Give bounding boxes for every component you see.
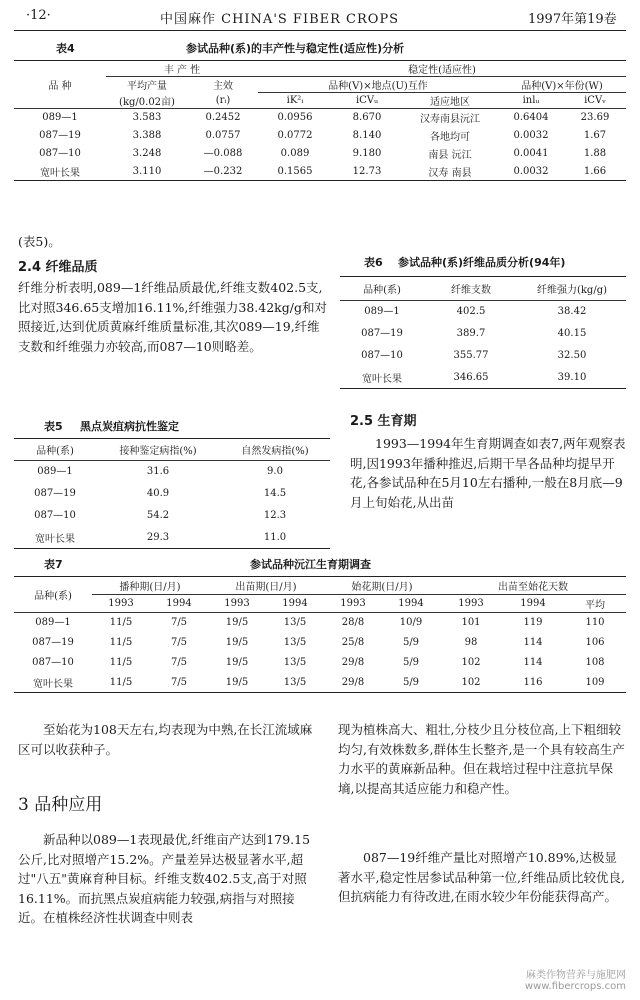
table4-head-vu: 品种(V)×地点(U)互作	[258, 77, 498, 93]
paragraph: 新品种以089—1表现最优,纤维亩产达到179.15公斤,比对照增产15.2%。产量差异达极显著水平,超过"八五"黄麻育种目标。纤维支数402.5支,高于对照16.11%。而抗黑点炭疽病能力较强,病指与对照接近。在植株经济性状调查中则表	[18, 832, 311, 925]
table-row	[14, 127, 626, 145]
table5-cell: 宽叶长果	[35, 533, 75, 545]
table4-cell: 0.089	[280, 148, 310, 159]
section-2-4-title: 2.4 纤维品质	[18, 260, 98, 275]
page-number: ·12·	[26, 8, 51, 23]
section-2-5-text	[350, 434, 628, 552]
section-2-4-text	[18, 278, 330, 420]
table7-cell: 114	[523, 637, 543, 648]
table4-cell: 9.180	[352, 148, 382, 159]
table5-cell: 087—19	[34, 488, 76, 499]
table7-cell: 19/5	[225, 637, 249, 648]
watermark-url: www.fibercrops.com	[524, 981, 626, 992]
table4-cell: 1.67	[583, 130, 607, 141]
table7-cell: 5/9	[402, 657, 420, 668]
table5-cell: 12.3	[263, 510, 287, 521]
table7-cell: 087—19	[32, 637, 74, 648]
table-row	[340, 323, 626, 345]
table4-head-unit: (kg/0.02亩)	[106, 93, 188, 109]
table4-cell: 12.73	[352, 165, 382, 177]
table7-cell: 087—10	[32, 657, 74, 668]
table7-head-year: 1993	[92, 595, 150, 613]
table6-label: 表6	[364, 256, 383, 269]
right-bottom-p2	[338, 848, 628, 968]
table7-cell: 7/5	[170, 617, 188, 629]
section-2-5-title: 2.5 生育期	[350, 414, 417, 429]
table7-cell: 7/5	[170, 657, 188, 668]
table7-head-year: 1993	[440, 595, 502, 613]
table4-cell: 0.0956	[277, 112, 313, 124]
table7-cell: 119	[523, 617, 543, 629]
table7-cell: 28/8	[341, 617, 365, 629]
table5-head-variety: 品种(系)	[36, 446, 74, 457]
table6-head-count: 纤维支数	[451, 285, 491, 296]
table7-cell: 13/5	[283, 617, 307, 629]
table-row	[14, 109, 626, 127]
paragraph: 现为植株高大、粗壮,分枝少且分枝位高,上下粗细较均匀,有效株数多,群体生长整齐,是一个具有较高生产力水平的黄麻新品种。但在栽培过程中注意抗旱保墒,以提高其适应能力和稳产性。	[338, 722, 625, 796]
table4-cell: —0.088	[203, 148, 243, 159]
table7-head-year: 1994	[382, 595, 440, 613]
paragraph: 087—19纤维产量比对照增产10.89%,达极显著水平,稳定性居参试品种第一位,纤维品质比较优良,但抗病能力有待改进,在雨水较少年份能获得高产。	[338, 850, 625, 904]
table4-label: 表4	[56, 42, 75, 55]
table7-head-average: 平均	[564, 595, 626, 613]
table5-title: 黑点炭疽病抗性鉴定	[80, 420, 179, 433]
table4-cell: 汉寿 南县	[428, 167, 472, 179]
table4-head-effect: 主效	[213, 81, 233, 93]
table7-cell: 7/5	[170, 676, 188, 688]
table6-cell: 355.77	[453, 350, 489, 361]
header-rule	[14, 30, 626, 31]
table4-head-region: 适应地区	[402, 93, 498, 109]
table5-head-inoculated: 接种鉴定病指(%)	[119, 446, 197, 457]
table4-cell: 23.69	[580, 112, 610, 124]
table7-cell: 101	[461, 617, 481, 629]
table-row	[340, 345, 626, 367]
table7-cell: 10/9	[399, 617, 423, 629]
table6-cell: 087—19	[361, 328, 403, 339]
table4-head-icvw: iCVᵥ	[564, 93, 626, 109]
table-row	[14, 613, 626, 633]
table7-cell: 25/8	[341, 637, 365, 648]
table7-cell: 19/5	[225, 657, 249, 668]
table7-head-flowering: 始花期(日/月)	[324, 577, 440, 595]
right-bottom-p1	[338, 720, 628, 842]
table7-cell: 109	[585, 676, 605, 688]
table5-cell: 54.2	[146, 510, 170, 521]
table6-cell: 087—10	[361, 350, 403, 361]
table4-head-vw: 品种(V)×年份(W)	[498, 77, 626, 93]
table7-cell: 13/5	[283, 676, 307, 688]
table7-cell: 108	[585, 657, 605, 668]
table7-cell: 11/5	[109, 617, 133, 629]
table6-cell: 402.5	[456, 306, 486, 318]
table7-head-sowing: 播种期(日/月)	[92, 577, 208, 595]
table5-label: 表5	[44, 420, 63, 433]
table-row	[14, 145, 626, 163]
table7-cell: 13/5	[283, 657, 307, 668]
table6-cell: 宽叶长果	[362, 373, 402, 385]
table4-title: 参试品种(系)的丰产性与稳定性(适应性)分析	[186, 42, 405, 55]
table6-cell: 089—1	[364, 306, 400, 318]
table-row	[14, 163, 626, 181]
watermark	[525, 966, 626, 992]
table6-cell: 389.7	[456, 328, 486, 339]
table7-cell: 29/8	[341, 657, 365, 668]
table4-cell: 087—19	[39, 130, 81, 141]
table4-head-variety: 品 种	[14, 61, 106, 109]
table4-cell: 0.0041	[513, 148, 549, 159]
table7-cell: 114	[523, 657, 543, 668]
table4-cell: 0.0772	[277, 130, 313, 141]
table5-cell: 9.0	[267, 466, 283, 478]
table4-head-inl: inlᵤ	[498, 93, 564, 109]
table4-head-stability: 稳定性(适应性)	[258, 61, 626, 77]
watermark-line: 麻类作物营养与施肥网	[526, 970, 626, 981]
table7-head-year: 1994	[266, 595, 324, 613]
table7-cell: 19/5	[225, 617, 249, 629]
table7-head-variety: 品种(系)	[14, 577, 92, 613]
section-3-title: 3 品种应用	[18, 795, 103, 815]
table7-head-emergence: 出苗期(日/月)	[208, 577, 324, 595]
table-row	[14, 461, 330, 483]
table4-cell: 1.88	[583, 148, 607, 159]
table-row	[14, 527, 330, 549]
table7-cell: 98	[464, 637, 478, 648]
table7-head-year: 1994	[502, 595, 564, 613]
table6-cell: 39.10	[557, 371, 587, 383]
table4-cell: 089—1	[42, 112, 78, 124]
table7-cell: 089—1	[35, 617, 71, 629]
table4-cell: 3.248	[132, 148, 162, 159]
section-2-5-paragraph: 1993—1994年生育期调查如表7,两年观察表明,因1993年播种推迟,后期干旱各品种均提早开花,各参试品种在5月10左右播种,一般在8月底—9月上旬始花,从出苗	[350, 436, 626, 510]
table6-cell: 346.65	[453, 371, 489, 383]
table6	[340, 276, 626, 389]
table5-cell: 087—10	[34, 510, 76, 521]
journal-title: 中国麻作 CHINA'S FIBER CROPS	[160, 12, 400, 27]
table5-cell: 11.0	[263, 531, 287, 543]
table-row	[14, 633, 626, 653]
table7	[14, 576, 626, 693]
table7-head-days: 出苗至始花天数	[440, 577, 626, 595]
table7-cell: 29/8	[341, 676, 365, 688]
table5	[14, 438, 330, 549]
table4-head-yield: 丰 产 性	[106, 61, 258, 77]
table5-cell: 29.3	[146, 531, 170, 543]
table4-cell: 0.0032	[513, 165, 549, 177]
table4-cell: 0.0757	[205, 130, 241, 141]
table4-cell: 1.66	[583, 165, 607, 177]
table7-head-year: 1994	[150, 595, 208, 613]
table4-cell: —0.232	[203, 165, 243, 177]
table7-cell: 116	[523, 676, 543, 688]
table4-cell: 各地均可	[430, 132, 470, 143]
table4-cell: 宽叶长果	[40, 167, 80, 179]
table7-cell: 11/5	[109, 676, 133, 688]
table4-head-iki: iK²ᵢ	[258, 93, 332, 109]
table7-cell: 11/5	[109, 637, 133, 648]
table4-cell: 3.583	[132, 112, 162, 124]
table4-head-avg-yield: 平均产量	[127, 81, 167, 93]
table7-head-year: 1993	[324, 595, 382, 613]
table7-cell: 11/5	[109, 657, 133, 668]
table4-head-icvu: iCVᵤ	[332, 93, 402, 109]
table5-cell: 31.6	[146, 466, 170, 478]
table4-cell: 3.388	[132, 130, 162, 141]
table6-cell: 38.42	[557, 306, 587, 318]
table4-cell: 0.6404	[513, 112, 549, 124]
table5-head-natural: 自然发病指(%)	[241, 446, 309, 457]
left-intro: (表5)。	[18, 234, 61, 249]
section-2-4-paragraph: 纤维分析表明,089—1纤维品质最优,纤维支数402.5支,比对照346.65支增加16.11%,纤维强力38.42kg/g和对照接近,达到优质黄麻纤维质量标准,其次089—19,纤维支数和纤维强力亦较高,而087—10则略差。	[18, 280, 327, 354]
table7-cell: 5/9	[402, 676, 420, 688]
table4-cell: 0.2452	[205, 112, 241, 124]
table-row	[14, 505, 330, 527]
left-bottom-p2	[18, 830, 318, 988]
table4-cell: 3.110	[132, 165, 162, 177]
table-row	[14, 673, 626, 693]
table7-label: 表7	[44, 558, 63, 571]
table7-cell: 19/5	[225, 676, 249, 688]
table6-head-variety: 品种(系)	[363, 285, 401, 296]
table-row	[340, 301, 626, 323]
table4-cell: 0.0032	[513, 130, 549, 141]
table7-cell: 102	[461, 676, 481, 688]
table6-head-strength: 纤维强力(kg/g)	[536, 285, 608, 296]
table7-cell: 5/9	[402, 637, 420, 648]
table4-cell: 0.1565	[277, 165, 313, 177]
table7-title: 参试品种沅江生育期调查	[250, 558, 371, 571]
table4-cell: 8.670	[352, 112, 382, 124]
issue-info: 1997年第19卷	[528, 12, 617, 27]
table4-head-effect-sym: (rᵢ)	[188, 93, 258, 109]
table6-title: 参试品种(系)纤维品质分析(94年)	[398, 256, 566, 269]
table4	[14, 60, 626, 181]
table7-cell: 110	[585, 617, 605, 629]
table7-cell: 102	[461, 657, 481, 668]
left-bottom-p1	[18, 720, 318, 764]
table5-cell: 40.9	[146, 488, 170, 499]
table-row	[14, 483, 330, 505]
table4-cell: 8.140	[352, 130, 382, 141]
table6-cell: 40.15	[557, 328, 587, 339]
table5-cell: 089—1	[37, 466, 73, 478]
paragraph: 至始花为108天左右,均表现为中熟,在长江流域麻区可以收获种子。	[18, 722, 313, 757]
table4-cell: 087—10	[39, 148, 81, 159]
table4-cell: 南县 沅江	[428, 150, 472, 161]
table7-cell: 106	[585, 637, 605, 648]
table6-cell: 32.50	[557, 350, 587, 361]
table5-cell: 14.5	[263, 488, 287, 499]
table-row	[340, 367, 626, 389]
table7-head-year: 1993	[208, 595, 266, 613]
table7-cell: 宽叶长果	[33, 678, 73, 690]
table-row	[14, 653, 626, 673]
table4-cell: 汉寿南县沅江	[420, 114, 480, 126]
table7-cell: 13/5	[283, 637, 307, 648]
table7-cell: 7/5	[170, 637, 188, 648]
